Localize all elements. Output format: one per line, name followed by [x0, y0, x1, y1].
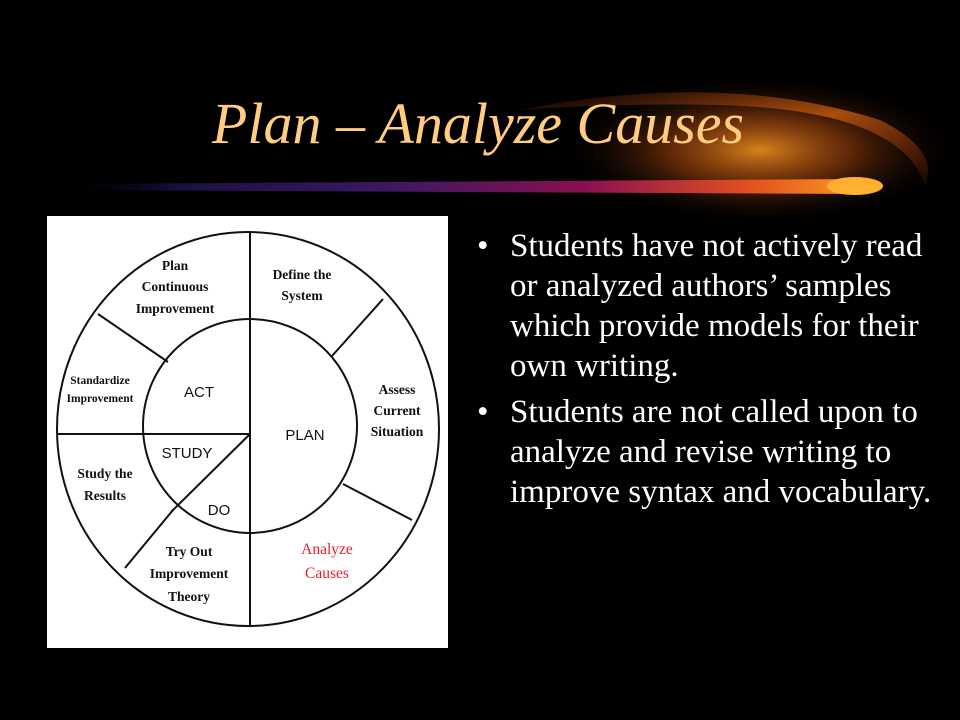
slide-title: Plan – Analyze Causes: [211, 91, 745, 156]
inner-label-do: DO: [207, 502, 231, 519]
segment-tryout-line2: Improvement: [149, 566, 229, 581]
segment-define-system: [273, 267, 332, 303]
segment-plancont-line1: Plan: [161, 258, 189, 273]
inner-label-study: STUDY: [161, 445, 213, 462]
bullet-item: [472, 226, 932, 386]
segment-assess-line1: Assess: [378, 382, 416, 397]
segment-plancont-line3: Improvement: [135, 301, 215, 316]
segment-assess-line2: Current: [373, 403, 421, 418]
inner-label-plan: PLAN: [285, 427, 325, 444]
segment-tryout-line1: Try Out: [165, 544, 213, 559]
bullet-marker: •: [477, 228, 489, 264]
segment-standardize: [67, 375, 134, 405]
bullet-item: [472, 392, 932, 512]
segment-analyze-line1: Analyze: [301, 541, 353, 558]
bullet-text: Students have not actively read or analyzed authors’ samples which provide models for their own writing.: [510, 228, 923, 384]
spoke-standardize-plan: [98, 314, 168, 362]
segment-define-line2: System: [281, 288, 323, 303]
segment-assess-line3: Situation: [370, 424, 424, 439]
segment-define-line1: Define the: [272, 267, 332, 282]
bullet-text: Students are not called upon to analyze and revise writing to improve syntax and vocabulary.: [510, 394, 932, 510]
segment-analyze-causes: [301, 541, 353, 582]
bullet-marker: •: [477, 394, 489, 430]
spoke-assess-analyze: [343, 484, 412, 520]
spoke-tryout-study: [125, 510, 173, 568]
segment-plancont-line2: Continuous: [141, 279, 209, 294]
segment-try-out: [150, 544, 229, 604]
inner-label-act: ACT: [184, 384, 214, 401]
segment-tryout-line3: Theory: [168, 589, 210, 604]
bullet-list: [472, 226, 932, 518]
spoke-define-assess: [332, 299, 383, 356]
segment-assess-situation: [371, 382, 424, 439]
segment-analyze-line2: Causes: [305, 565, 349, 582]
segment-study-results: [77, 466, 132, 503]
segment-study-line1: Study the: [77, 466, 133, 481]
segment-study-line2: Results: [83, 488, 127, 503]
segment-standardize-line1: Standardize: [70, 375, 130, 387]
pdsa-cycle-diagram: [47, 216, 448, 648]
segment-plan-continuous: [136, 258, 215, 316]
segment-standardize-line2: Improvement: [66, 393, 134, 405]
